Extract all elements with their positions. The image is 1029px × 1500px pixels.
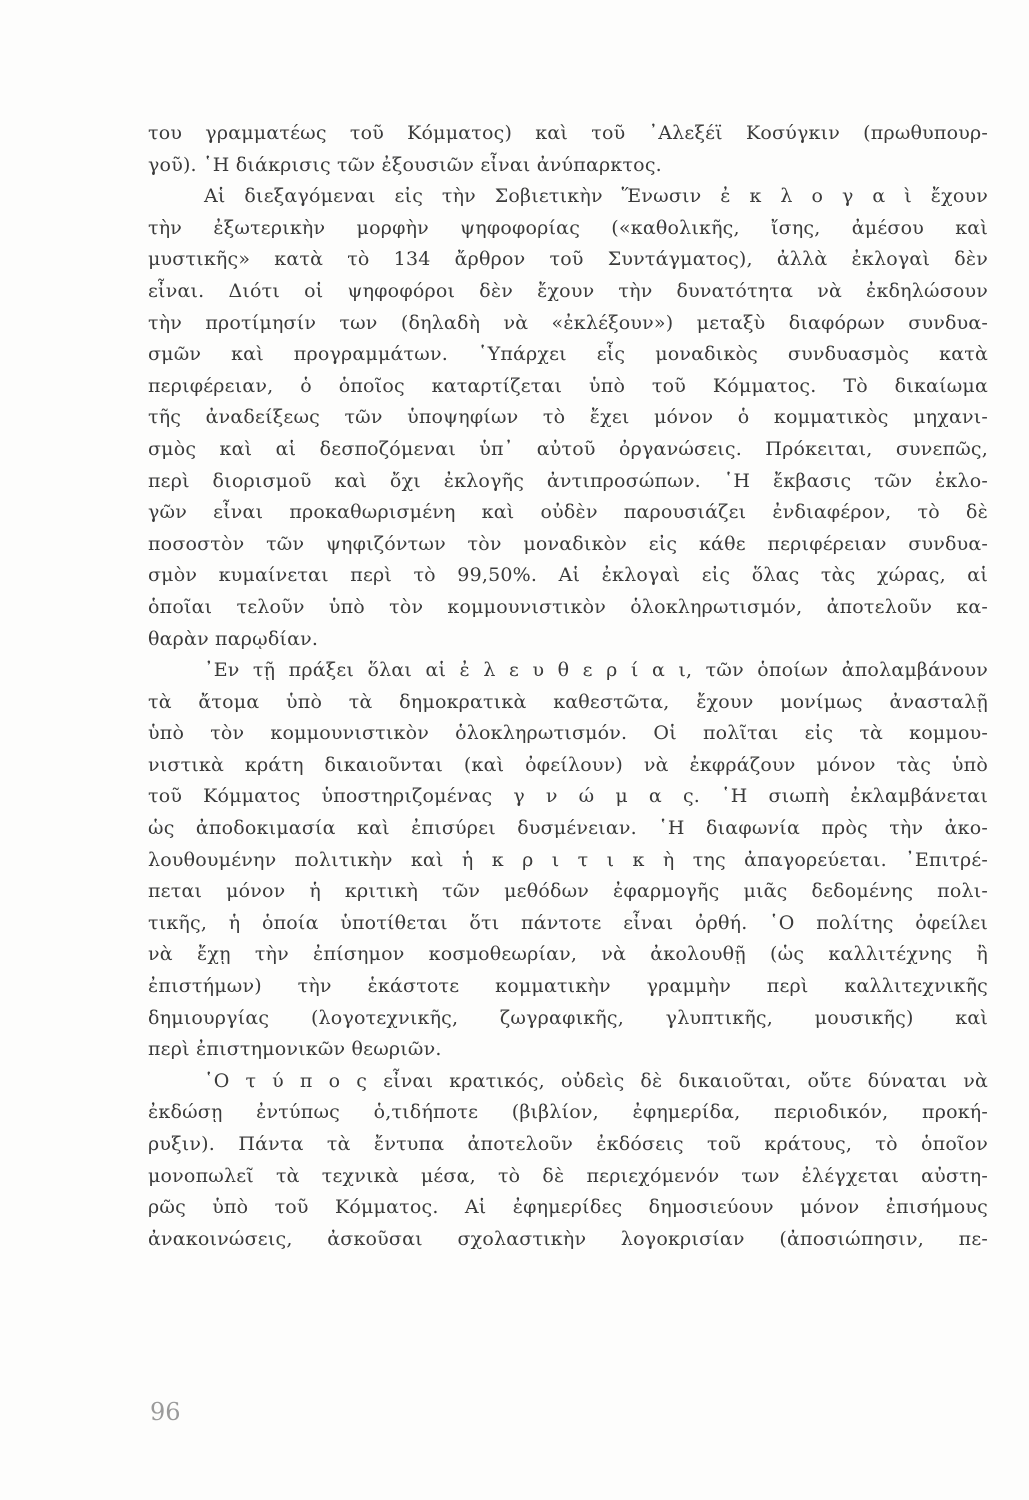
text-line: περὶ ἐπιστημονικῶν θεωριῶν. [148, 1038, 442, 1061]
text-line: θαρὰν παρῳδίαν. [148, 627, 319, 650]
text-line: μυστικῆς» κατὰ τὸ 134 ἄρθρον τοῦ Συντάγματος), ἀλλὰ ἐκλογαὶ δὲν [148, 248, 988, 271]
text-line: σμὸς καὶ αἱ δεσποζόμεναι ὑπ᾿ αὐτοῦ ὀργανώσεις. Πρόκειται, συνεπῶς, [148, 437, 988, 460]
text-line: νὰ ἔχῃ τὴν ἐπίσημον κοσμοθεωρίαν, νὰ ἀκολουθῇ (ὡς καλλιτέχνης ἢ [148, 943, 988, 966]
text-line: γῶν εἶναι προκαθωρισμένη καὶ οὐδὲν παρουσιάζει ἐνδιαφέρον, τὸ δὲ [148, 501, 988, 524]
text-line: μονοπωλεῖ τὰ τεχνικὰ μέσα, τὸ δὲ περιεχόμενόν των ἐλέγχεται αὐστη- [148, 1164, 988, 1187]
text-line: λουθουμένην πολιτικὴν καὶ ἡ κ ρ ι τ ι κ ὴ της ἀπαγορεύεται. ᾿Επιτρέ- [148, 848, 988, 871]
text-line: ὁποῖαι τελοῦν ὑπὸ τὸν κομμουνιστικὸν ὁλοκληρωτισμόν, ἀποτελοῦν κα- [148, 595, 988, 618]
text-line: νιστικὰ κράτη δικαιοῦνται (καὶ ὀφείλουν) νὰ ἐκφράζουν μόνον τὰς ὑπὸ [148, 753, 988, 776]
text-line: Αἱ διεξαγόμεναι εἰς τὴν Σοβιετικὴν Ἕνωσιν ἐ κ λ ο γ α ὶ ἔχουν [204, 185, 988, 208]
text-line: εἶναι. Διότι οἱ ψηφοφόροι δὲν ἔχουν τὴν δυνατότητα νὰ ἐκδηλώσουν [148, 279, 988, 302]
text-line: ποσοστὸν τῶν ψηφιζόντων τὸν μοναδικὸν εἰς κάθε περιφέρειαν συνδυα- [148, 532, 988, 555]
text-line: περιφέρειαν, ὁ ὁποῖος καταρτίζεται ὑπὸ τοῦ Κόμματος. Τὸ δικαίωμα [148, 374, 988, 397]
text-line: δημιουργίας (λογοτεχνικῆς, ζωγραφικῆς, γλυπτικῆς, μουσικῆς) καὶ [148, 1006, 988, 1029]
text-line: τὴν ἐξωτερικὴν μορφὴν ψηφοφορίας («καθολικῆς, ἴσης, ἀμέσου καὶ [148, 216, 988, 239]
text-line: περὶ διορισμοῦ καὶ ὄχι ἐκλογῆς ἀντιπροσώπων. ῾Η ἔκβασις τῶν ἐκλο- [148, 469, 988, 492]
text-line: ᾿Εν τῇ πράξει ὅλαι αἱ ἐ λ ε υ θ ε ρ ί α ι, τῶν ὁποίων ἀπολαμβάνουν [204, 659, 988, 682]
text-line: ἀνακοινώσεις, ἀσκοῦσαι σχολαστικὴν λογοκρισίαν (ἀποσιώπησιν, πε- [148, 1227, 988, 1250]
text-line: του γραμματέως τοῦ Κόμματος) καὶ τοῦ ᾿Αλεξέϊ Κοσύγκιν (πρωθυπουρ- [148, 122, 988, 144]
text-line: ὑπὸ τὸν κομμουνιστικὸν ὁλοκληρωτισμόν. Οἱ πολῖται εἰς τὰ κομμου- [148, 722, 988, 745]
text-line: τῆς ἀναδείξεως τῶν ὑποψηφίων τὸ ἔχει μόνον ὁ κομματικὸς μηχανι- [148, 406, 988, 429]
text-line: σμὸν κυμαίνεται περὶ τὸ 99,50%. Αἱ ἐκλογαὶ εἰς ὅλας τὰς χώρας, αἱ [148, 564, 988, 587]
text-line: πεται μόνον ἡ κριτικὴ τῶν μεθόδων ἐφαρμογῆς μιᾶς δεδομένης πολι- [148, 880, 988, 903]
text-line: τὰ ἄτομα ὑπὸ τὰ δημοκρατικὰ καθεστῶτα, ἔχουν μονίμως ἀνασταλῇ [148, 690, 988, 713]
text-line: ρῶς ὑπὸ τοῦ Κόμματος. Αἱ ἐφημερίδες δημοσιεύουν μόνον ἐπισήμους [148, 1196, 988, 1219]
text-line: ρυξιν). Πάντα τὰ ἔντυπα ἀποτελοῦν ἐκδόσεις τοῦ κράτους, τὸ ὁποῖον [148, 1133, 988, 1155]
text-line: ῾Ο τ ύ π ο ς εἶναι κρατικός, οὐδεὶς δὲ δικαιοῦται, οὔτε δύναται νὰ [204, 1069, 988, 1092]
body-text [148, 118, 988, 1255]
text-line: τικῆς, ἡ ὁποία ὑποτίθεται ὅτι πάντοτε εἶναι ὀρθή. ῾Ο πολίτης ὀφείλει [148, 911, 988, 934]
page-number: 96 [150, 1398, 181, 1426]
text-line: σμῶν καὶ προγραμμάτων. ῾Υπάρχει εἷς μοναδικὸς συνδυασμὸς κατὰ [148, 343, 988, 366]
text-line: ἐπιστήμων) τὴν ἑκάστοτε κομματικὴν γραμμὴν περὶ καλλιτεχνικῆς [148, 975, 988, 998]
text-line: ἐκδώσῃ ἐντύπως ὁ,τιδήποτε (βιβλίον, ἐφημερίδα, περιοδικόν, προκή- [148, 1101, 988, 1124]
text-line: τοῦ Κόμματος ὑποστηριζομένας γ ν ώ μ α ς. ῾Η σιωπὴ ἐκλαμβάνεται [148, 785, 988, 808]
text-line: ὡς ἀποδοκιμασία καὶ ἐπισύρει δυσμένειαν. ῾Η διαφωνία πρὸς τὴν ἀκο- [148, 817, 988, 840]
text-line: γοῦ). ῾Η διάκρισις τῶν ἐξουσιῶν εἶναι ἀνύπαρκτος. [148, 153, 662, 176]
text-line: τὴν προτίμησίν των (δηλαδὴ νὰ «ἐκλέξουν») μεταξὺ διαφόρων συνδυα- [148, 311, 988, 334]
